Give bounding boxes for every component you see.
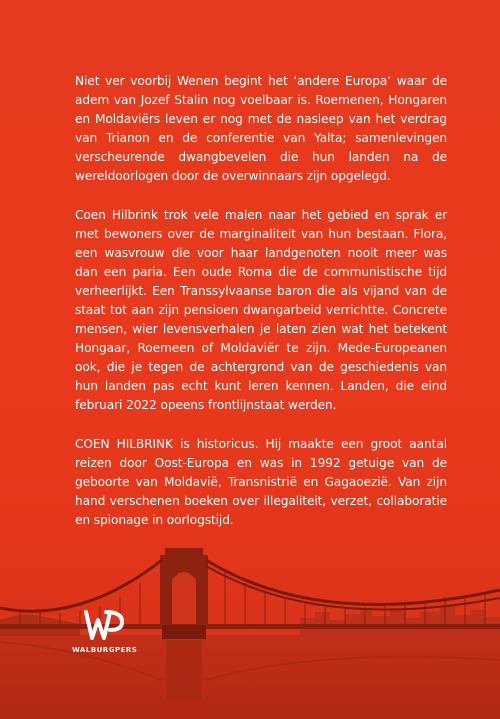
publisher-logo (72, 608, 138, 660)
publisher-name: WALBURGPERS (72, 646, 138, 654)
synopsis-paragraph-2: Coen Hilbrink trok vele malen naar het gebied en sprak er met bewoners over de marginaliteit van hun bestaan. Flora, een wasvrouw die voor haar landgenoten nooit meer was dan een paria. Een oude Roma die de communistische tijd verheerlijkt. Een Transsylvaanse baron die als vijand van de staat tot aan zijn pensioen dwangarbeid verrichtte. Concrete mensen, wier levensverhalen je laten zien wat het betekent Hongaar, Roemeen of Moldaviër te zijn. Mede-Europeanen ook, die je tegen de achtergrond van de geschiedenis van hun landen pas echt kunt leren kennen. Landen, die eind februari 2022 opeens frontlijnstaat werden. (75, 208, 447, 412)
author-bio-paragraph: COEN HILBRINK is historicus. Hij maakte een groot aantal reizen door Oost-Europa en was in 1992 getuige van de geboorte van Moldavië, Transnistrië en Gagaoezië. Van zijn hand verschenen boeken over illegaliteit, verzet, collaboratie en spionage in oorlogstijd. (75, 437, 447, 527)
wp-monogram-icon (72, 608, 132, 644)
synopsis-paragraph-1: Niet ver voorbij Wenen begint het ‘andere Europa’ waar de adem van Jozef Stalin nog voelbaar is. Roemenen, Hongaren en Moldaviërs leven er nog met de nasleep van het verdrag van Trianon en de conferentie van Yalta; samenlevingen verscheurende dwangbevelen die hun landen na de wereldoorlogen door de overwinnaars zijn opgelegd. (75, 74, 447, 183)
